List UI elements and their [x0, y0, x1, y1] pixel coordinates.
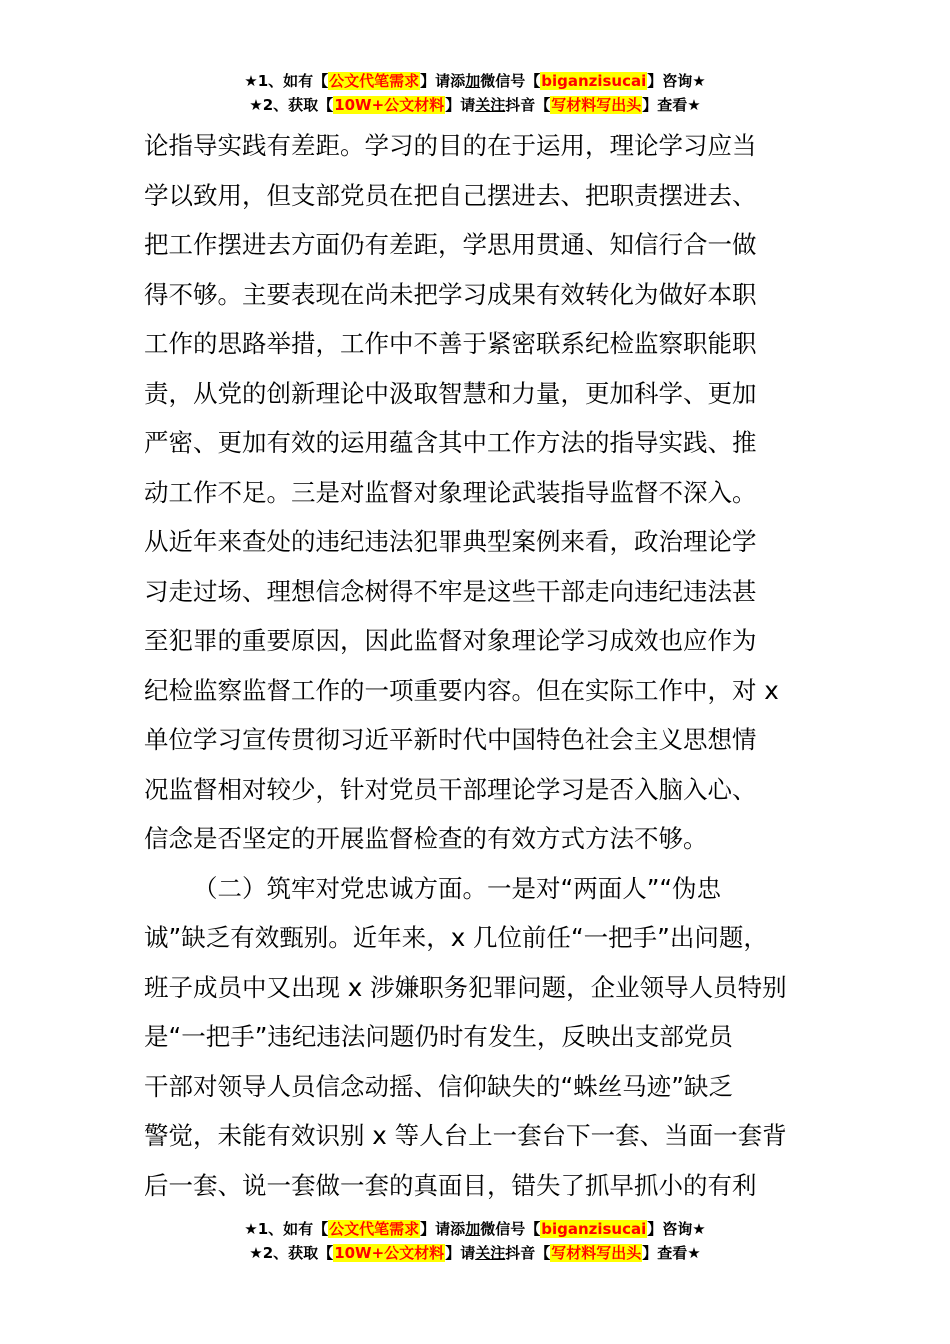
body-line: 干部对领导人员信念动摇、信仰缺失的“蛛丝马迹”缺乏	[144, 1071, 733, 1101]
banner-text: ★1、如有【	[244, 72, 329, 90]
banner-text: 微信号【	[480, 72, 541, 90]
body-line: 责，从党的创新理论中汲取智慧和力量，更加科学、更加	[144, 378, 757, 408]
banner-line-1	[0, 69, 950, 93]
body-line: 单位学习宣传贯彻习近平新时代中国特色社会主义思想情	[144, 725, 757, 754]
banner-text: 加	[465, 1220, 481, 1238]
body-line: 论指导实践有差距。学习的目的在于运用，理论学习应当	[144, 131, 757, 160]
banner-text: 抖音【	[505, 1244, 551, 1262]
body-line: 学以致用，但支部党员在把自己摆进去、把职责摆进去、	[144, 180, 757, 210]
body-line: 至犯罪的重要原因，因此监督对象理论学习成效也应作为	[144, 626, 757, 655]
banner-text: 】咨询★	[647, 1220, 706, 1238]
body-line: 严密、更加有效的运用蕴含其中工作方法的指导实践、推	[144, 428, 757, 457]
body-line: 工作的思路举措，工作中不善于紧密联系纪检监察职能职	[144, 329, 757, 358]
banner-text: ★2、获取【	[249, 96, 334, 114]
body-line: 从近年来查处的违纪违法犯罪典型案例来看，政治理论学	[144, 527, 757, 556]
banner-text: 抖音【	[505, 96, 551, 114]
body-line: 纪检监察监督工作的一项重要内容。但在实际工作中，对 x	[144, 675, 779, 705]
body-line: 习走过场、理想信念树得不牢是这些干部走向违纪违法甚	[144, 576, 757, 606]
banner-line-2	[0, 93, 950, 117]
body-line: 班子成员中又出现 x 涉嫌职务犯罪问题，企业领导人员特别	[144, 972, 787, 1002]
highlight-text: 10W+公文材料	[334, 96, 445, 114]
banner-text: ★2、获取【	[249, 1244, 334, 1262]
body-line: 后一套、说一套做一套的真面目，错失了抓早抓小的有利	[144, 1170, 757, 1200]
highlight-text: 公文代笔需求	[329, 1220, 420, 1238]
highlight-text: 10W+公文材料	[334, 1244, 445, 1262]
banner-text: 】请添	[420, 1220, 466, 1238]
banner-text: 】咨询★	[647, 72, 706, 90]
body-line: 动工作不足。三是对监督对象理论武装指导监督不深入。	[144, 477, 757, 507]
body-line: 信念是否坚定的开展监督检查的有效方式方法不够。	[144, 824, 708, 853]
document-body	[144, 121, 824, 1210]
banner-text: ★1、如有【	[244, 1220, 329, 1238]
banner-text: 关注	[475, 1244, 506, 1262]
banner-text: 加	[465, 72, 481, 90]
banner-text: 】请	[445, 96, 476, 114]
banner-text: 】查看★	[642, 96, 701, 114]
body-line: 况监督相对较少，针对党员干部理论学习是否入脑入心、	[144, 774, 757, 804]
douyin-account: 写材料写出头	[551, 96, 642, 114]
wechat-id: biganzisucai	[541, 72, 647, 90]
banner-line-2	[0, 1241, 950, 1265]
body-line: 警觉，未能有效识别 x 等人台上一套台下一套、当面一套背	[144, 1121, 787, 1150]
body-line: 是“一把手”违纪违法问题仍时有发生，反映出支部党员	[144, 1022, 733, 1051]
header-banner	[0, 69, 950, 117]
wechat-id: biganzisucai	[541, 1220, 647, 1238]
banner-text: 】请	[445, 1244, 476, 1262]
footer-banner	[0, 1217, 950, 1265]
banner-text: 】请添	[420, 72, 466, 90]
section-heading-line: （二）筑牢对党忠诚方面。一是对“两面人”“伪忠	[193, 873, 722, 903]
body-line: 诚”缺乏有效甄别。近年来，x 几位前任“一把手”出问题，	[144, 923, 768, 952]
banner-text: 关注	[475, 96, 506, 114]
body-line: 把工作摆进去方面仍有差距，学思用贯通、知信行合一做	[144, 230, 757, 259]
body-line: 得不够。主要表现在尚未把学习成果有效转化为做好本职	[144, 279, 757, 309]
banner-line-1	[0, 1217, 950, 1241]
banner-text: 】查看★	[642, 1244, 701, 1262]
banner-text: 微信号【	[480, 1220, 541, 1238]
highlight-text: 公文代笔需求	[329, 72, 420, 90]
douyin-account: 写材料写出头	[551, 1244, 642, 1262]
